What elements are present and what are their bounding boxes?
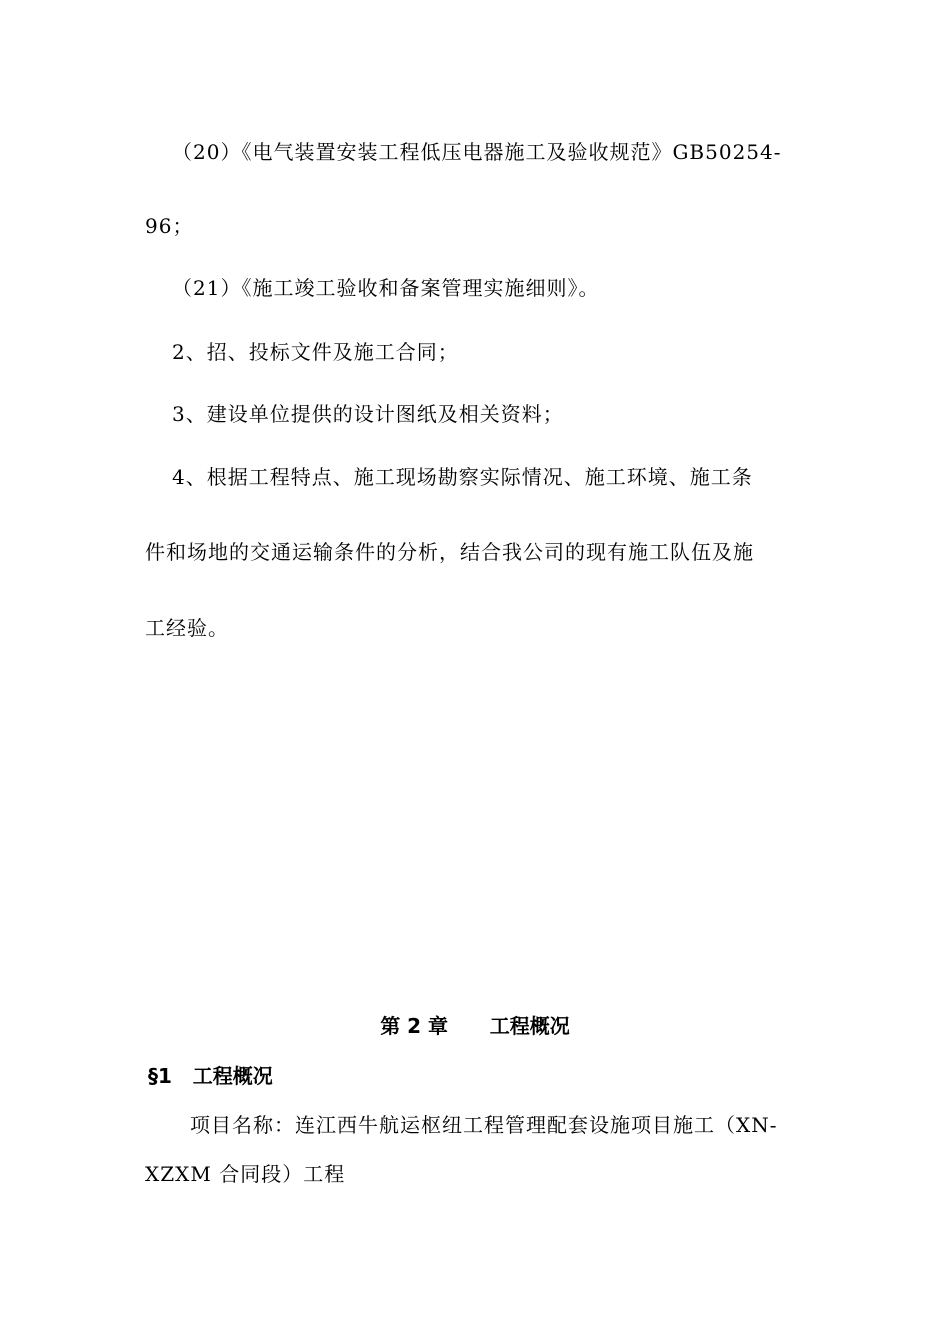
project-name-line2: XZXM 合同段）工程 bbox=[145, 1162, 346, 1186]
basis-item-2: 2、招、投标文件及施工合同； bbox=[172, 340, 459, 364]
section-title: §1 工程概况 bbox=[148, 1064, 273, 1088]
reference-item-20-line1: （20）《电气装置安装工程低压电器施工及验收规范》GB50254- bbox=[172, 140, 782, 164]
project-name-line1: 项目名称：连江西牛航运枢纽工程管理配套设施项目施工（XN- bbox=[190, 1113, 778, 1137]
reference-item-21: （21）《施工竣工验收和备案管理实施细则》。 bbox=[172, 276, 600, 300]
basis-item-4-line2: 件和场地的交通运输条件的分析，结合我公司的现有施工队伍及施 bbox=[145, 540, 754, 564]
chapter-title: 第 2 章 工程概况 bbox=[380, 1014, 570, 1038]
basis-item-3: 3、建设单位提供的设计图纸及相关资料； bbox=[172, 402, 564, 426]
basis-item-4-line3: 工经验。 bbox=[145, 616, 229, 640]
basis-item-4-line1: 4、根据工程特点、施工现场勘察实际情况、施工环境、施工条 bbox=[172, 465, 753, 489]
reference-item-20-line2: 96； bbox=[145, 214, 194, 238]
